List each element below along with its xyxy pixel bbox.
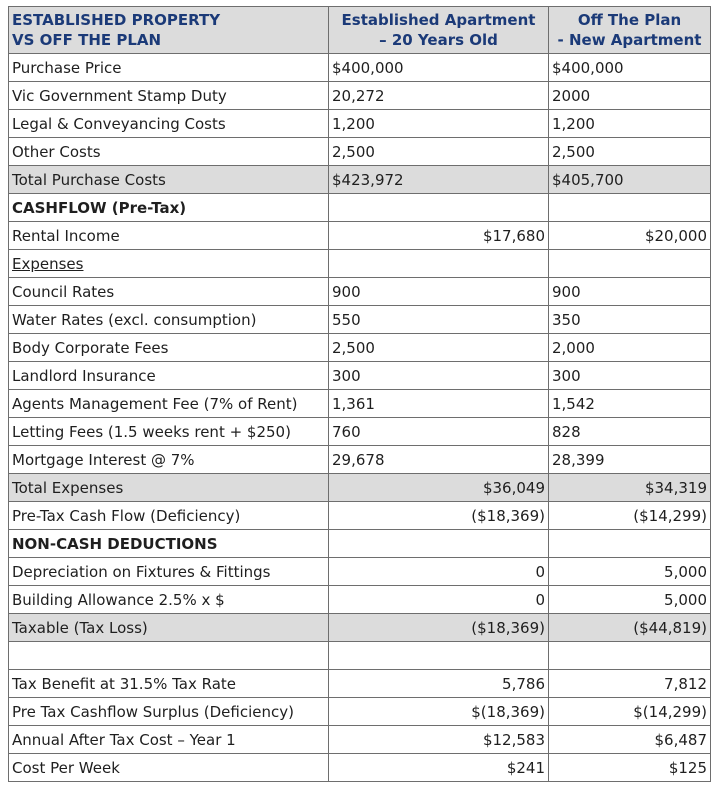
row-label: Pre Tax Cashflow Surplus (Deficiency): [9, 698, 329, 726]
row-label: Letting Fees (1.5 weeks rent + $250): [9, 418, 329, 446]
row-label: Water Rates (excl. consumption): [9, 306, 329, 334]
off-the-plan-value: 900: [549, 278, 711, 306]
row-council-rates: [9, 278, 711, 306]
row-label: Rental Income: [9, 222, 329, 250]
off-the-plan-value: [549, 530, 711, 558]
off-the-plan-value: 1,542: [549, 390, 711, 418]
off-the-plan-value: 1,200: [549, 110, 711, 138]
row-label: Total Purchase Costs: [9, 166, 329, 194]
header-title-line2: VS OFF THE PLAN: [12, 31, 162, 49]
row-label: Purchase Price: [9, 54, 329, 82]
row-pre-tax-cash-flow: [9, 502, 711, 530]
established-value: 20,272: [329, 82, 549, 110]
off-the-plan-value: $6,487: [549, 726, 711, 754]
row-label: Building Allowance 2.5% x $: [9, 586, 329, 614]
established-value: $12,583: [329, 726, 549, 754]
comparison-table: [8, 6, 711, 782]
row-total-expenses: [9, 474, 711, 502]
off-the-plan-value: 300: [549, 362, 711, 390]
off-the-plan-value: 828: [549, 418, 711, 446]
row-body-corporate-fees: [9, 334, 711, 362]
header-established-line2: – 20 Years Old: [379, 31, 498, 49]
row-rental-income: [9, 222, 711, 250]
header-row: [9, 7, 711, 54]
row-label: Cost Per Week: [9, 754, 329, 782]
row-purchase-price: [9, 54, 711, 82]
row-section-cashflow: [9, 194, 711, 222]
off-the-plan-value: $34,319: [549, 474, 711, 502]
established-value: 29,678: [329, 446, 549, 474]
row-label: Other Costs: [9, 138, 329, 166]
row-label: Mortgage Interest @ 7%: [9, 446, 329, 474]
off-the-plan-value: 350: [549, 306, 711, 334]
row-annual-after-tax-cost: [9, 726, 711, 754]
off-the-plan-value: $400,000: [549, 54, 711, 82]
established-value: $36,049: [329, 474, 549, 502]
off-the-plan-value: [549, 642, 711, 670]
header-off-the-plan-line2: - New Apartment: [557, 31, 702, 49]
off-the-plan-value: 2,000: [549, 334, 711, 362]
established-value: 0: [329, 586, 549, 614]
row-label: [9, 642, 329, 670]
row-agents-management-fee: [9, 390, 711, 418]
established-value: 2,500: [329, 138, 549, 166]
row-legal-costs: [9, 110, 711, 138]
established-value: [329, 250, 549, 278]
row-label: Total Expenses: [9, 474, 329, 502]
established-value: 1,361: [329, 390, 549, 418]
off-the-plan-value: 7,812: [549, 670, 711, 698]
established-value: [329, 642, 549, 670]
established-value: 900: [329, 278, 549, 306]
established-value: $(18,369): [329, 698, 549, 726]
row-depreciation: [9, 558, 711, 586]
row-label: Depreciation on Fixtures & Fittings: [9, 558, 329, 586]
row-mortgage-interest: [9, 446, 711, 474]
header-off-the-plan-line1: Off The Plan: [577, 11, 682, 29]
row-label: Tax Benefit at 31.5% Tax Rate: [9, 670, 329, 698]
row-label: Vic Government Stamp Duty: [9, 82, 329, 110]
established-value: 2,500: [329, 334, 549, 362]
off-the-plan-value: $405,700: [549, 166, 711, 194]
established-value: [329, 530, 549, 558]
off-the-plan-value: 28,399: [549, 446, 711, 474]
row-label: Agents Management Fee (7% of Rent): [9, 390, 329, 418]
off-the-plan-value: [549, 194, 711, 222]
row-expenses-heading: [9, 250, 711, 278]
section-heading: NON-CASH DEDUCTIONS: [9, 530, 329, 558]
off-the-plan-value: $(14,299): [549, 698, 711, 726]
off-the-plan-value: $20,000: [549, 222, 711, 250]
row-pre-tax-cashflow-surplus: [9, 698, 711, 726]
off-the-plan-value: ($44,819): [549, 614, 711, 642]
header-title-line1: ESTABLISHED PROPERTY: [12, 11, 221, 29]
established-value: ($18,369): [329, 502, 549, 530]
established-value: 5,786: [329, 670, 549, 698]
row-landlord-insurance: [9, 362, 711, 390]
established-value: $17,680: [329, 222, 549, 250]
off-the-plan-value: [549, 250, 711, 278]
established-value: 0: [329, 558, 549, 586]
established-value: 1,200: [329, 110, 549, 138]
row-section-non-cash-deductions: [9, 530, 711, 558]
header-title: [9, 7, 329, 54]
header-established-line1: Established Apartment: [341, 11, 536, 29]
established-value: $241: [329, 754, 549, 782]
expenses-subheading: Expenses: [9, 250, 329, 278]
off-the-plan-value: ($14,299): [549, 502, 711, 530]
established-value: $400,000: [329, 54, 549, 82]
row-water-rates: [9, 306, 711, 334]
established-value: 300: [329, 362, 549, 390]
established-value: 760: [329, 418, 549, 446]
section-heading: CASHFLOW (Pre-Tax): [9, 194, 329, 222]
row-label: Legal & Conveyancing Costs: [9, 110, 329, 138]
off-the-plan-value: 5,000: [549, 586, 711, 614]
off-the-plan-value: 5,000: [549, 558, 711, 586]
off-the-plan-value: 2000: [549, 82, 711, 110]
row-other-costs: [9, 138, 711, 166]
row-label: Pre-Tax Cash Flow (Deficiency): [9, 502, 329, 530]
established-value: 550: [329, 306, 549, 334]
header-established: [329, 7, 549, 54]
established-value: ($18,369): [329, 614, 549, 642]
row-tax-benefit: [9, 670, 711, 698]
off-the-plan-value: $125: [549, 754, 711, 782]
row-label: Body Corporate Fees: [9, 334, 329, 362]
established-value: [329, 194, 549, 222]
row-label: Council Rates: [9, 278, 329, 306]
row-letting-fees: [9, 418, 711, 446]
row-taxable: [9, 614, 711, 642]
row-building-allowance: [9, 586, 711, 614]
established-value: $423,972: [329, 166, 549, 194]
row-total-purchase-costs: [9, 166, 711, 194]
off-the-plan-value: 2,500: [549, 138, 711, 166]
row-cost-per-week: [9, 754, 711, 782]
row-label: Landlord Insurance: [9, 362, 329, 390]
row-label: Annual After Tax Cost – Year 1: [9, 726, 329, 754]
row-stamp-duty: [9, 82, 711, 110]
header-off-the-plan: [549, 7, 711, 54]
row-label: Taxable (Tax Loss): [9, 614, 329, 642]
row-blank: [9, 642, 711, 670]
